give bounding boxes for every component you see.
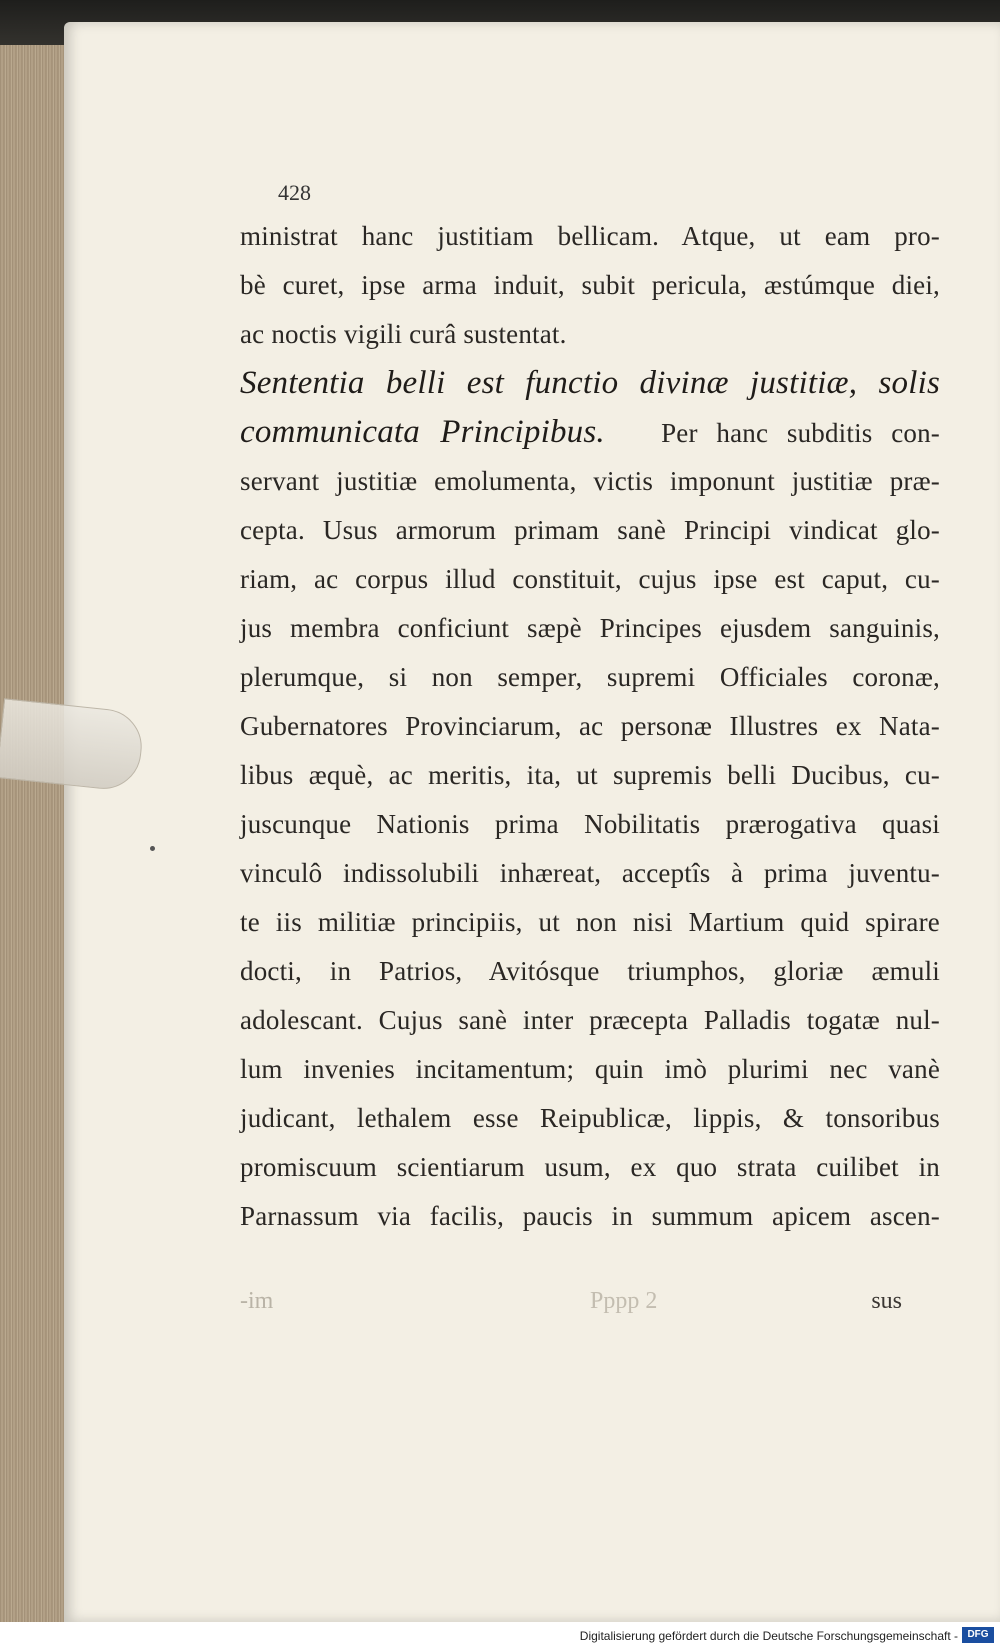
text-line: cepta. Usus armorum primam sanè Principi vindicat glo- [240, 515, 940, 545]
text-line: vinculô indissolubili inhæreat, acceptîs à prima juventu- [240, 858, 940, 888]
text-line: plerumque, si non semper, supremi Officiales coronæ, [240, 662, 940, 692]
ink-spot [150, 846, 155, 851]
page-footer [240, 1288, 940, 1328]
marginal-heading-end: communicata Principibus. [240, 414, 605, 450]
text-line: libus æquè, ac meritis, ita, ut supremis belli Ducibus, cu- [240, 760, 940, 790]
text-line: promiscuum scientiarum usum, ex quo strata cuilibet in [240, 1152, 940, 1182]
funding-notice: Digitalisierung gefördert durch die Deutsche Forschungsgemeinschaft - [579, 1629, 958, 1643]
page-text [240, 212, 940, 1241]
text-line: ac noctis vigili curâ sustentat. [240, 319, 567, 349]
text-line: servant justitiæ emolumenta, victis imponunt justitiæ præ- [240, 466, 940, 496]
signature-mark: Pppp 2 [590, 1288, 658, 1314]
text-line: bè curet, ipse arma induit, subit pericula, æstúmque diei, [240, 270, 940, 300]
text-line: riam, ac corpus illud constituit, cujus ipse est caput, cu- [240, 564, 940, 594]
funding-footer-bar [0, 1622, 1000, 1650]
text-line: docti, in Patrios, Avitósque triumphos, gloriæ æmuli [240, 956, 940, 986]
catchword: sus [871, 1288, 902, 1314]
text-line: ministrat hanc justitiam bellicam. Atque, ut eam pro- [240, 221, 940, 251]
text-line: adolescant. Cujus sanè inter præcepta Palladis togatæ nul- [240, 1005, 940, 1035]
text-line: jus membra conficiunt sæpè Principes ejusdem sanguinis, [240, 613, 940, 643]
bleed-through-text: -im [240, 1288, 274, 1314]
page-number: 428 [278, 180, 311, 205]
text-span: Per hanc subditis con- [661, 418, 940, 448]
text-line: juscunque Nationis prima Nobilitatis prærogativa quasi [240, 809, 940, 839]
text-line: lum invenies incitamentum; quin imò plurimi nec vanè [240, 1054, 940, 1084]
marginal-heading: Sententia belli est functio divinæ justitiæ, solis [240, 365, 940, 401]
text-line: judicant, lethalem esse Reipublicæ, lippis, & tonsoribus [240, 1103, 940, 1133]
dfg-logo-icon: DFG [962, 1627, 994, 1643]
text-line: te iis militiæ principiis, ut non nisi Martium quid spirare [240, 907, 940, 937]
text-line: Gubernatores Provinciarum, ac personæ Illustres ex Nata- [240, 711, 940, 741]
text-line [240, 408, 940, 457]
text-line: Parnassum via facilis, paucis in summum apicem ascen- [240, 1201, 940, 1231]
